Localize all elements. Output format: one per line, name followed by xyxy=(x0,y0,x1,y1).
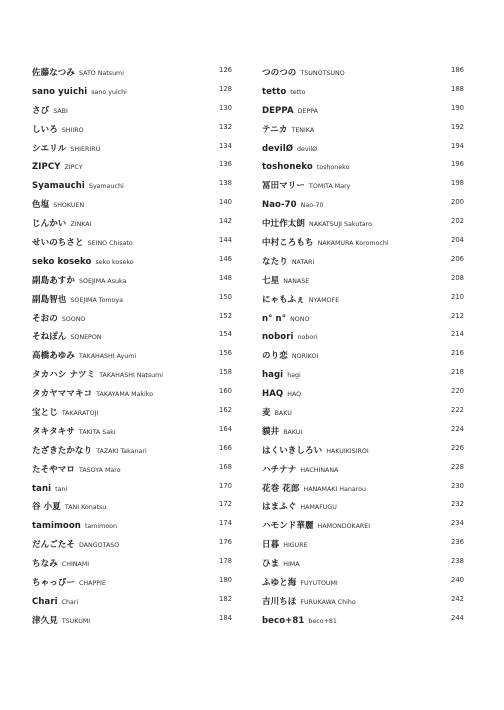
page-number: 146 xyxy=(219,254,232,263)
index-entry xyxy=(32,344,232,363)
page-number: 208 xyxy=(451,273,464,282)
page-number: 152 xyxy=(219,311,232,320)
artist-romaji: SOONO xyxy=(61,315,86,323)
artist-name: タカヤママキコ xyxy=(32,389,93,400)
index-entry xyxy=(262,137,464,156)
index-entry xyxy=(32,363,232,382)
artist-name: ちなみ xyxy=(32,559,58,570)
artist-romaji: HAQ xyxy=(287,391,302,399)
artist-romaji: TANI Konatsu xyxy=(64,504,107,512)
index-entry xyxy=(32,458,232,477)
artist-romaji: sano yuichi xyxy=(91,88,127,96)
artist-romaji: SHOKUEN xyxy=(53,202,85,210)
artist-romaji: Syamauchi xyxy=(88,183,124,191)
artist-romaji: NYAMOFE xyxy=(308,296,340,304)
page-number: 222 xyxy=(451,406,464,415)
page-number: 180 xyxy=(219,576,232,585)
artist-romaji: Nao-70 xyxy=(300,202,324,210)
artist-romaji: nobori xyxy=(297,334,318,342)
artist-romaji: SEINO Chisato xyxy=(87,240,133,248)
page-number: 194 xyxy=(451,141,464,150)
artist-romaji: TAKITA Saki xyxy=(78,428,116,436)
artist-name: そねぽん xyxy=(32,332,67,343)
artist-name: seko koseko xyxy=(32,256,92,267)
artist-romaji: SOEJIMA Asuka xyxy=(79,277,127,285)
artist-romaji: BAKUI xyxy=(283,428,303,436)
artist-name: つのつの xyxy=(262,68,297,78)
page-number: 220 xyxy=(451,387,464,396)
artist-name: 中辻作太朗 xyxy=(262,219,306,230)
page-number: 128 xyxy=(219,84,232,93)
page-number: 192 xyxy=(451,122,464,131)
index-entry xyxy=(262,155,464,174)
page-number: 228 xyxy=(451,462,464,471)
artist-name: devilØ xyxy=(262,143,294,154)
artist-name: 麦 xyxy=(262,408,271,419)
artist-name: 副島智也 xyxy=(32,294,67,305)
artist-name: ハチナナ xyxy=(262,464,297,475)
index-entry xyxy=(32,552,232,571)
index-entry xyxy=(32,477,232,496)
index-entry xyxy=(262,80,464,99)
index-entry xyxy=(262,344,464,363)
artist-romaji: HAKUIKISIROI xyxy=(326,447,369,455)
artist-romaji: Chari xyxy=(61,598,79,606)
artist-name: toshoneko xyxy=(262,162,313,173)
artist-romaji: TOMITA Mary xyxy=(309,183,351,191)
artist-romaji: SHIIRO xyxy=(61,126,84,134)
artist-name: なたり xyxy=(262,256,288,267)
artist-name: 佐藤なつみ xyxy=(32,68,76,78)
page-number: 232 xyxy=(451,500,464,509)
page-number: 158 xyxy=(219,368,232,377)
index-entry xyxy=(32,80,232,99)
artist-name: ひま xyxy=(262,559,280,570)
artist-name: 花巻 花郎 xyxy=(262,483,300,494)
index-entry xyxy=(32,137,232,156)
artist-name: 高橋あゆみ xyxy=(32,351,76,362)
index-entry xyxy=(32,307,232,326)
artist-romaji: FURUKAWA Chiho xyxy=(300,598,356,606)
index-entry xyxy=(32,231,232,250)
artist-romaji: TSUNOTSUNO xyxy=(300,70,345,77)
page-number: 126 xyxy=(219,66,232,74)
page-number: 244 xyxy=(451,613,464,622)
page-number: 190 xyxy=(451,103,464,112)
artist-romaji: SABI xyxy=(53,107,68,115)
artist-name: だんごたそ xyxy=(32,540,76,551)
artist-romaji: ZINKAI xyxy=(70,221,92,229)
index-entry xyxy=(262,439,464,458)
index-entry xyxy=(262,250,464,269)
page-number: 168 xyxy=(219,462,232,471)
artist-name: tamimoon xyxy=(32,521,81,532)
artist-romaji: DANGOTASO xyxy=(79,542,120,550)
page-number: 204 xyxy=(451,236,464,245)
artist-romaji: FUYUTOUMI xyxy=(300,580,338,588)
index-entry xyxy=(262,288,464,307)
index-entry xyxy=(262,477,464,496)
index-entry xyxy=(262,99,464,118)
artist-romaji: SOEJIMA Tomoya xyxy=(70,296,123,304)
artist-name: にゃもふぇ xyxy=(262,294,305,305)
artist-name: Chari xyxy=(32,596,58,607)
page-number: 148 xyxy=(219,273,232,282)
page-number: 132 xyxy=(219,122,232,131)
page-number: 154 xyxy=(219,330,232,339)
artist-romaji: TAKAHASHI Natsumi xyxy=(99,372,164,380)
index-entry xyxy=(32,533,232,552)
index-entry xyxy=(262,382,464,401)
index-entry xyxy=(32,590,232,609)
page-number: 178 xyxy=(219,557,232,566)
page-number: 216 xyxy=(451,349,464,358)
index-entry xyxy=(32,269,232,288)
index-entry xyxy=(262,193,464,212)
page-number: 218 xyxy=(451,368,464,377)
artist-romaji: NATARI xyxy=(291,258,315,266)
artist-name: 冨田マリー xyxy=(262,181,306,192)
page-number: 176 xyxy=(219,538,232,547)
artist-romaji: NORIKOI xyxy=(291,353,319,361)
artist-name: さび xyxy=(32,105,50,116)
artist-romaji: TSUKUMI xyxy=(61,617,91,625)
index-entry xyxy=(262,118,464,137)
artist-name: ふゆと海 xyxy=(262,578,297,589)
page-number: 188 xyxy=(451,84,464,93)
page-number: 198 xyxy=(451,179,464,188)
artist-romaji: HIMA xyxy=(283,561,300,569)
artist-name: beco+81 xyxy=(262,615,305,626)
index-entry xyxy=(262,420,464,439)
artist-romaji: HAMAFUGU xyxy=(300,504,337,512)
artist-index-right-column xyxy=(262,61,464,628)
page-number: 144 xyxy=(219,236,232,245)
artist-romaji: tamimoon xyxy=(84,523,118,531)
index-entry xyxy=(32,325,232,344)
index-entry xyxy=(262,269,464,288)
artist-name: 副島あすか xyxy=(32,275,76,286)
artist-romaji: SHIERIRU xyxy=(70,145,101,153)
artist-name: はまふぐ xyxy=(262,502,297,513)
index-entry xyxy=(262,571,464,590)
artist-romaji: TASOYA Maro xyxy=(79,466,121,474)
artist-name: しいろ xyxy=(32,124,58,135)
page-number: 184 xyxy=(219,613,232,622)
artist-name: tani xyxy=(32,483,52,494)
page-number: 242 xyxy=(451,594,464,603)
page-number: 186 xyxy=(451,66,464,74)
index-entry xyxy=(262,174,464,193)
index-entry xyxy=(32,250,232,269)
index-entry xyxy=(262,609,464,628)
artist-name: せいのちさと xyxy=(32,238,84,249)
index-entry xyxy=(262,401,464,420)
page-number: 238 xyxy=(451,557,464,566)
artist-romaji: HAMONDOKAREI xyxy=(317,523,371,531)
index-entry xyxy=(32,401,232,420)
artist-romaji: SONEPON xyxy=(70,334,102,342)
index-entry xyxy=(32,155,232,174)
artist-name: 吉川ちほ xyxy=(262,596,297,607)
artist-name: n° n° xyxy=(262,313,287,324)
index-entry xyxy=(32,212,232,231)
artist-romaji: BAKU xyxy=(274,410,292,418)
artist-romaji: TAZAKI Takanari xyxy=(96,447,147,455)
index-entry xyxy=(32,99,232,118)
artist-name: tetto xyxy=(262,86,287,97)
index-entry xyxy=(262,590,464,609)
artist-romaji: devilØ xyxy=(297,145,318,153)
page-number: 140 xyxy=(219,198,232,207)
artist-name: HAQ xyxy=(262,389,284,400)
artist-name: テニカ xyxy=(262,124,288,135)
page-number: 214 xyxy=(451,330,464,339)
artist-romaji: tani xyxy=(55,485,68,493)
artist-romaji: HACHINANA xyxy=(300,466,339,474)
artist-name: 宝とじ xyxy=(32,408,58,419)
artist-name: はくいきしろい xyxy=(262,445,323,456)
artist-name: ハモンド華麗 xyxy=(262,521,314,532)
artist-romaji: CHINAMI xyxy=(61,561,90,569)
page-number: 136 xyxy=(219,160,232,169)
artist-index-left-column xyxy=(32,61,232,628)
artist-name: 七星 xyxy=(262,275,280,286)
index-entry xyxy=(262,552,464,571)
artist-romaji: SATO Natsumi xyxy=(79,70,124,77)
page-number: 134 xyxy=(219,141,232,150)
page-number: 142 xyxy=(219,217,232,226)
page-number: 130 xyxy=(219,103,232,112)
artist-name: 中村ころもち xyxy=(262,238,314,249)
index-entry xyxy=(262,514,464,533)
index-entry xyxy=(262,307,464,326)
index-entry xyxy=(32,571,232,590)
page-number: 212 xyxy=(451,311,464,320)
artist-romaji: tetto xyxy=(290,88,306,96)
page-number: 156 xyxy=(219,349,232,358)
index-entry xyxy=(262,325,464,344)
artist-romaji: seko koseko xyxy=(95,258,134,266)
index-entry xyxy=(32,495,232,514)
artist-romaji: TAKAYAMA Makiko xyxy=(96,391,154,399)
artist-romaji: NANASE xyxy=(283,277,310,285)
artist-name: たざきたかなり xyxy=(32,445,93,456)
artist-romaji: NONO xyxy=(290,315,310,323)
artist-name: hagi xyxy=(262,370,284,381)
index-entry xyxy=(32,61,232,80)
index-entry xyxy=(262,458,464,477)
page-number: 234 xyxy=(451,519,464,528)
artist-name: 谷 小夏 xyxy=(32,502,61,513)
page-number: 166 xyxy=(219,443,232,452)
index-entry xyxy=(32,174,232,193)
page-number: 160 xyxy=(219,387,232,396)
page-number: 150 xyxy=(219,292,232,301)
artist-romaji: CHAPPIE xyxy=(79,580,106,588)
index-entry xyxy=(262,61,464,80)
page-number: 236 xyxy=(451,538,464,547)
artist-romaji: DEPPA xyxy=(297,107,318,115)
page-number: 224 xyxy=(451,424,464,433)
page-number: 230 xyxy=(451,481,464,490)
artist-name: nobori xyxy=(262,332,294,343)
artist-romaji: TAKAHASHI Ayumi xyxy=(79,353,137,361)
index-entry xyxy=(32,118,232,137)
artist-romaji: toshoneko xyxy=(316,164,350,172)
index-entry xyxy=(32,420,232,439)
index-entry xyxy=(262,231,464,250)
page-number: 226 xyxy=(451,443,464,452)
index-entry xyxy=(262,533,464,552)
artist-name: ZIPCY xyxy=(32,162,61,173)
artist-name: 日暮 xyxy=(262,540,280,551)
artist-romaji: TAKARATOJI xyxy=(61,410,99,418)
artist-name: 津久見 xyxy=(32,615,58,626)
artist-romaji: NAKATSUJI Sakutaro xyxy=(309,221,372,229)
artist-romaji: HIGURE xyxy=(283,542,308,550)
index-entry xyxy=(32,288,232,307)
page-number: 164 xyxy=(219,424,232,433)
page-number: 182 xyxy=(219,594,232,603)
index-entry xyxy=(32,439,232,458)
page-number: 202 xyxy=(451,217,464,226)
artist-name: のり恋 xyxy=(262,351,288,362)
page-number: 172 xyxy=(219,500,232,509)
page-number: 174 xyxy=(219,519,232,528)
index-entry xyxy=(262,363,464,382)
index-entry xyxy=(32,193,232,212)
page-number: 138 xyxy=(219,179,232,188)
page-number: 240 xyxy=(451,576,464,585)
page-number: 162 xyxy=(219,406,232,415)
artist-romaji: beco+81 xyxy=(308,617,337,625)
artist-name: 貘井 xyxy=(262,426,280,437)
page-number: 200 xyxy=(451,198,464,207)
page-number: 206 xyxy=(451,254,464,263)
artist-romaji: NAKAMURA Koromochi xyxy=(317,240,389,248)
artist-name: じんかい xyxy=(32,219,67,230)
artist-name: タカハシ ナツミ xyxy=(32,370,96,381)
artist-name: DEPPA xyxy=(262,105,294,116)
page-number: 210 xyxy=(451,292,464,301)
artist-name: sano yuichi xyxy=(32,86,88,97)
artist-name: 色塩 xyxy=(32,200,50,211)
artist-name: Nao-70 xyxy=(262,200,297,211)
page-number: 196 xyxy=(451,160,464,169)
artist-name: Syamauchi xyxy=(32,181,85,192)
index-entry xyxy=(32,609,232,628)
artist-name: たそやマロ xyxy=(32,464,76,475)
artist-name: ちゃっぴー xyxy=(32,578,76,589)
artist-name: そおの xyxy=(32,313,58,324)
index-entry xyxy=(32,382,232,401)
index-entry xyxy=(32,514,232,533)
artist-romaji: hagi xyxy=(287,372,301,380)
artist-romaji: ZIPCY xyxy=(64,164,83,172)
page-number: 170 xyxy=(219,481,232,490)
artist-name: タキタキサ xyxy=(32,426,75,437)
index-entry xyxy=(262,212,464,231)
artist-romaji: HANAMAKI Hanarou xyxy=(303,485,366,493)
index-entry xyxy=(262,495,464,514)
artist-romaji: TENIKA xyxy=(291,126,315,134)
artist-name: シエリル xyxy=(32,143,67,154)
